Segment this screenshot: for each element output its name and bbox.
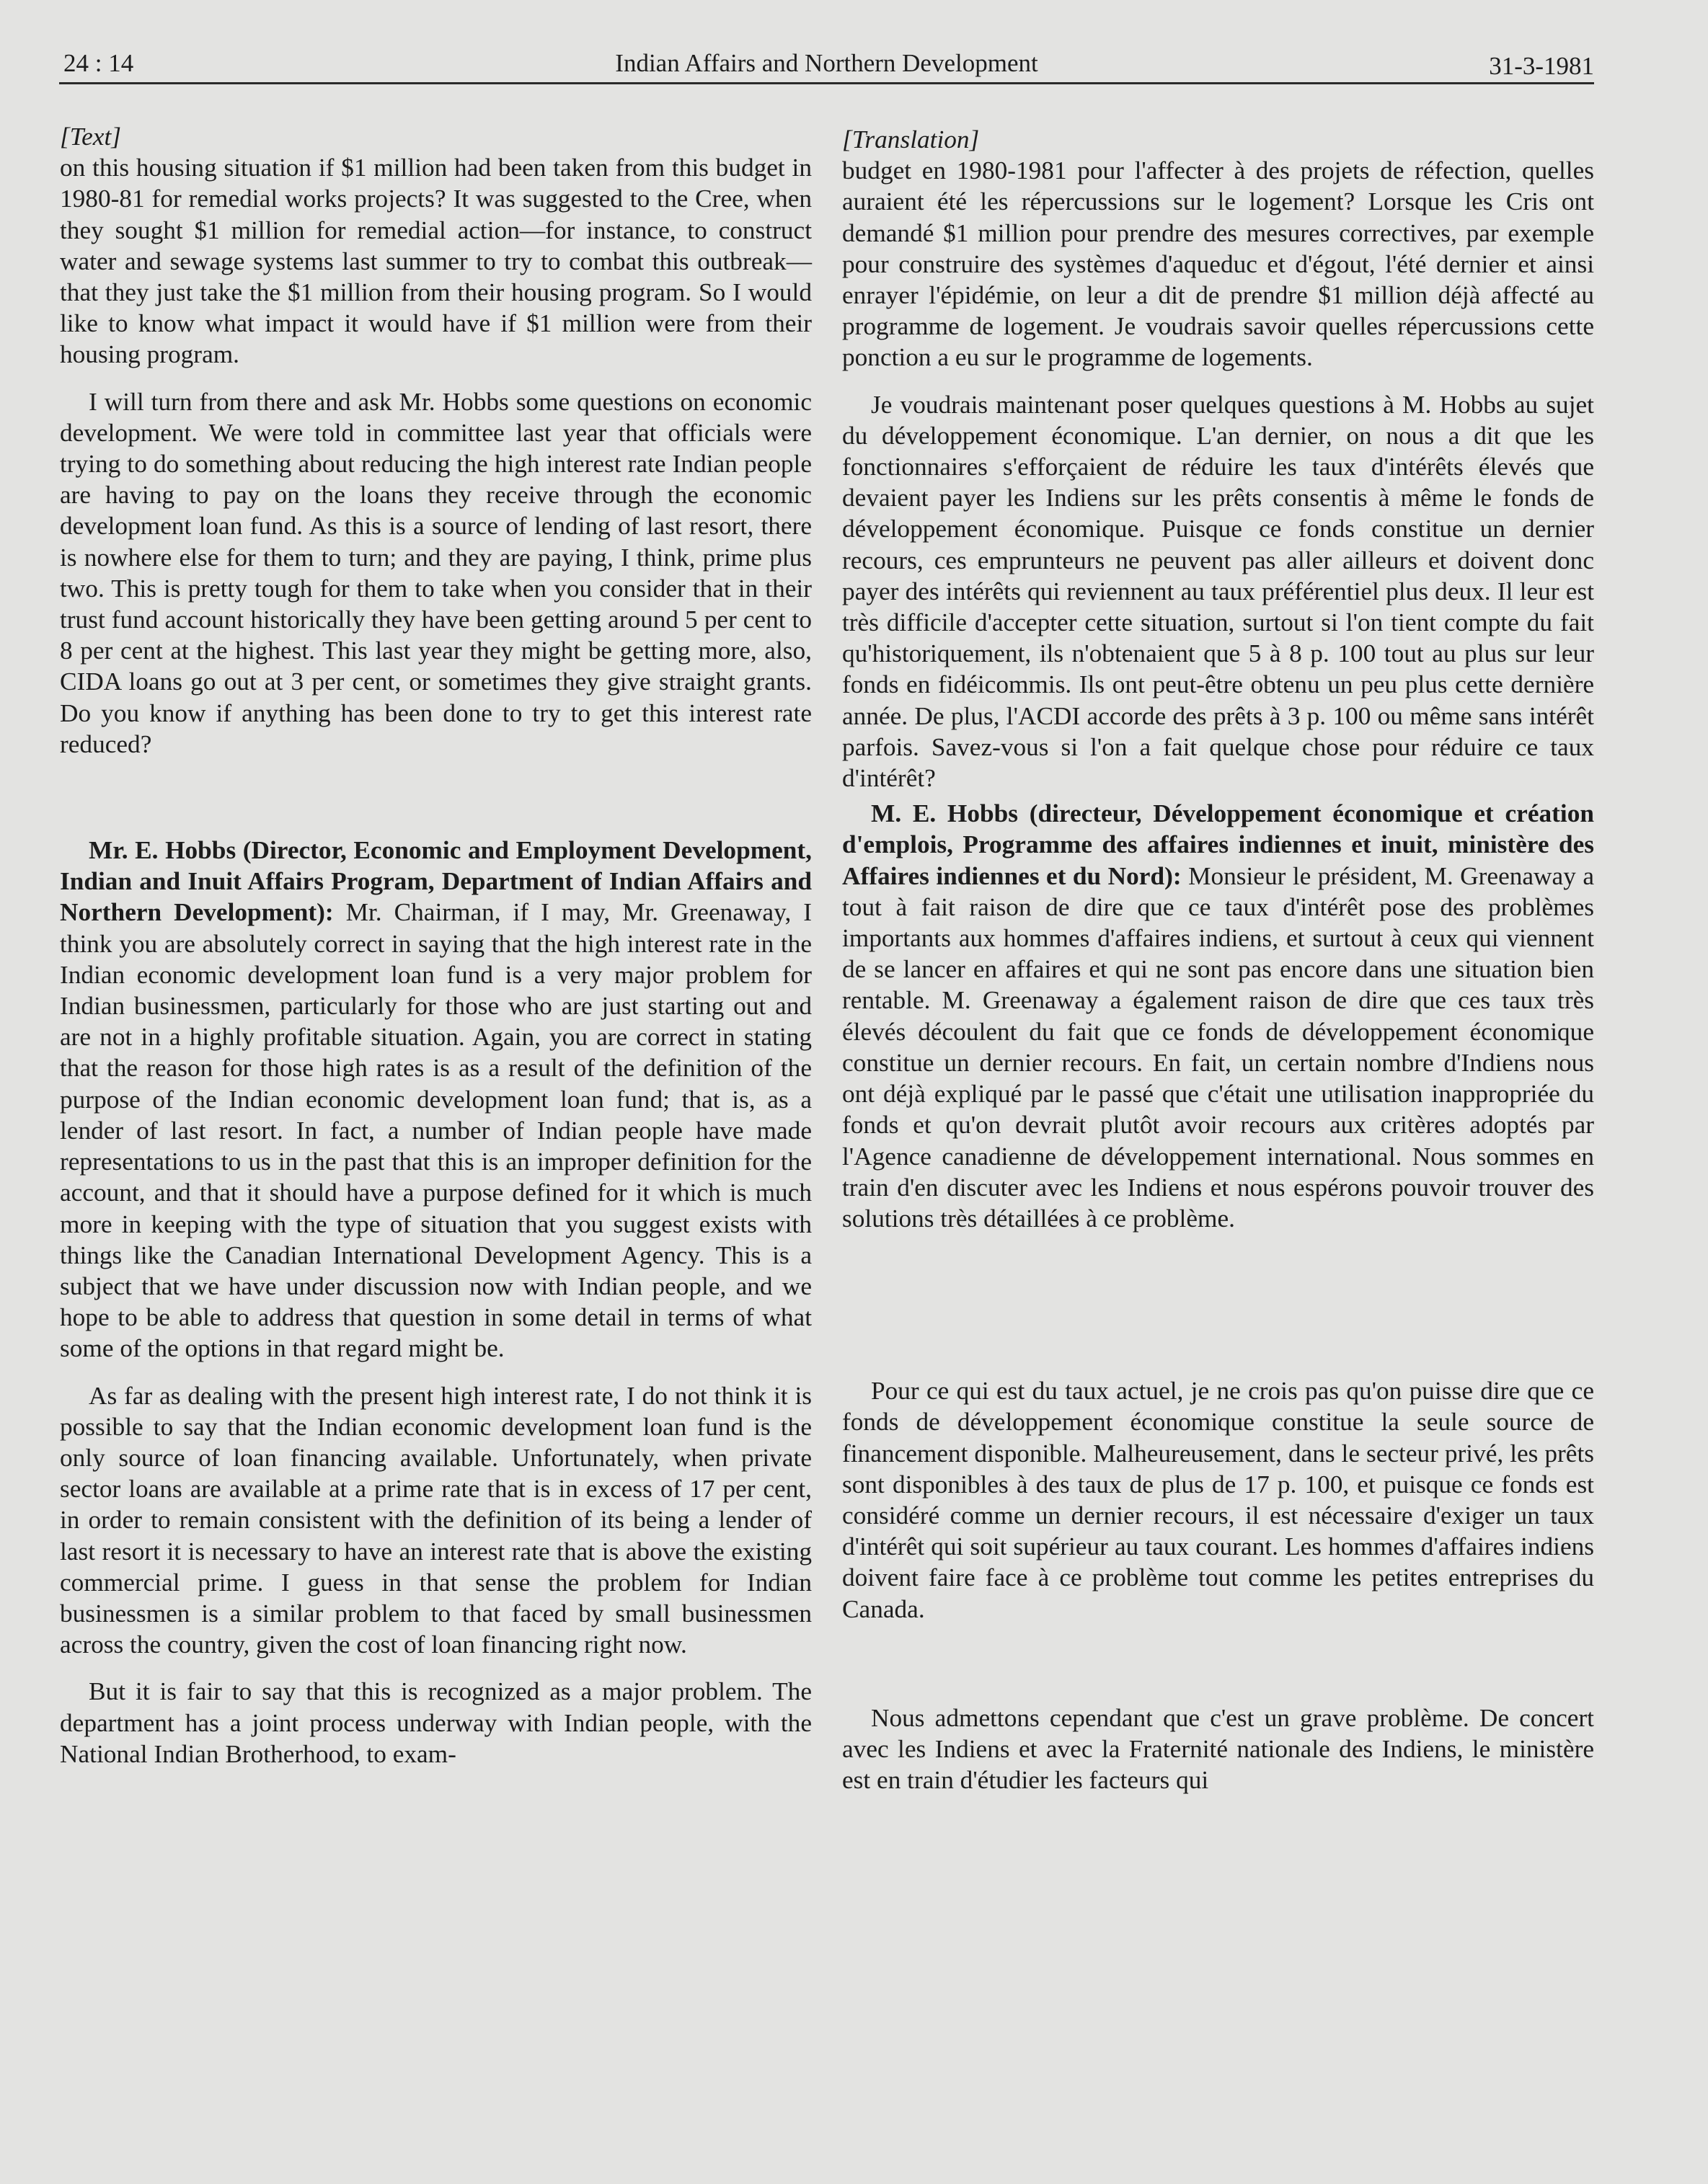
publication-title: Indian Affairs and Northern Development [615, 49, 1038, 77]
paragraph: Pour ce qui est du taux actuel, je ne crois pas qu'on puisse dire que ce fonds de développement économique constitue la seule source de financement disponible. Malheureusement, dans le secteur privé, les prêts sont disponibles à des taux de plus de 17 p. 100, et puisque ce fonds est considéré comme un dernier recours, il est nécessaire d'exiger un taux d'intérêt qui soit supérieur au taux courant. Les hommes d'affaires indiens doivent faire face à ce problème tout comme les petites entreprises du Canada. [842, 1377, 1594, 1623]
paragraph: But it is fair to say that this is recognized as a major problem. The department has a joint process underway with Indian people, with the National Indian Brotherhood, to exam- [60, 1677, 812, 1768]
speaker-paragraph [842, 798, 1594, 1234]
paragraph: budget en 1980-1981 pour l'affecter à des projets de réfection, quelles auraient été les répercussions sur le logement? Lorsque les Cris ont demandé $1 million pour prendre des mesures correctives, par exemple pour construire des systèmes d'aqueduc et d'égout, l'été dernier et ainsi enrayer l'épidémie, on leur a dit de prendre $1 million déjà affecté au programme de logement. Je voudrais savoir quelles répercussions cette ponction a eu sur le programme de logements. [842, 156, 1594, 372]
french-column [842, 121, 1594, 1795]
paragraph: on this housing situation if $1 million had been taken from this budget in 1980-81 for remedial works projects? It was suggested to the Cree, when they sought $1 million for remedial action—for instance, to construct water and sewage systems last summer to try to combat this outbreak—that they just take the $1 million from their housing program. So I would like to know what impact it would have if $1 million were from their housing program. [60, 154, 812, 369]
page-number: 24 : 14 [63, 49, 134, 77]
speaker-name: Mr. E. Hobbs (Director, Economic and Employment Development, Indian and Inuit Affairs Program, Department of Indian Affairs and Northern Development): [60, 836, 812, 927]
speech-text: Monsieur le président, M. Greenaway a tout à fait raison de dire que ce taux d'intérêt pose des problèmes importants aux hommes d'affaires indiens, et surtout à ceux qui viennent de se lancer en affaires et qui ne sont pas encore dans une situation bien rentable. M. Greenaway a également raison de dire que ces taux très élevés découlent du fait que ce fonds de développement économique constitue un dernier recours. En fait, un certain nombre d'Indiens nous ont déjà expliqué par le passé que c'était une utilisation inappropriée du fonds et qu'on devrait plutôt avoir recours aux critères adoptés par l'Agence canadienne de développement international. Nous sommes en train d'en discuter avec les Indiens et nous espérons pouvoir trouver des solutions très détaillées à ce problème. [842, 861, 1594, 1233]
page-date: 31-3-1981 [1489, 52, 1594, 80]
running-header [59, 45, 1594, 84]
paragraph: Je voudrais maintenant poser quelques questions à M. Hobbs au sujet du développement économique. L'an dernier, on nous a dit que les fonctionnaires s'efforçaient de réduire les taux d'intérêts élevés que devaient payer les Indiens sur les prêts consentis à même le fonds de développement économique. Puisque ce fonds constitue un dernier recours, ces emprunteurs ne peuvent pas aller ailleurs et doivent donc payer des intérêts qui reviennent au taux préférentiel plus deux. Il leur est très difficile d'accepter cette situation, surtout si l'on tient compte du fait qu'historiquement, ils n'obtenaient que 5 à 8 p. 100 tout au plus sur leur fonds en fidéicommis. Ils ont peut-être obtenu un peu plus cette dernière année. De plus, l'ACDI accorde des prêts à 3 p. 100 ou même sans intérêt parfois. Savez-vous si l'on a fait quelque chose pour réduire ce taux d'intérêt? [842, 390, 1594, 793]
speaker-paragraph [60, 835, 812, 1364]
paragraph: Nous admettons cependant que c'est un grave problème. De concert avec les Indiens et avec la Fraternité nationale des Indiens, le ministère est en train d'étudier les facteurs qui [842, 1703, 1594, 1795]
paragraph: As far as dealing with the present high interest rate, I do not think it is possible to say that the Indian economic development loan fund is the only source of loan financing available. Unfortunately, when private sector loans are available at a prime rate that is in excess of 17 per cent, in order to remain consistent with the definition of its being a lender of last resort it is necessary to have an interest rate that is above the existing commercial prime. I guess in that sense the problem for Indian businessmen is a similar problem to that faced by small businessmen across the country, given the cost of loan financing right now. [60, 1381, 812, 1659]
speech-text: Mr. Chairman, if I may, Mr. Greenaway, I think you are absolutely correct in saying that the high interest rate in the Indian economic development loan fund is a very major problem for Indian businessmen, particularly for those who are just starting out and are not in a highly profitable situation. Again, you are correct in stating that the reason for those high rates is as a result of the definition of the purpose of the Indian economic development loan fund; that is, as a lender of last resort. In fact, a number of Indian people have made representations to us in the past that this is an improper definition for the account, and that it should have a purpose defined for it which is much more in keeping with the type of situation that you suggest exists with things like the Canadian International Development Agency. This is a subject that we have under discussion now with Indian people, and we hope to be able to address that question in some detail in terms of what some of the options in that regard might be. [60, 898, 812, 1363]
speaker-name: M. E. Hobbs (directeur, Développement économique et création d'emplois, Programme des affaires indiennes et inuit, ministère des Affaires indiennes et du Nord): [842, 799, 1594, 890]
translation-label: [Translation] [842, 125, 980, 154]
paragraph: I will turn from there and ask Mr. Hobbs some questions on economic development. We were told in committee last year that officials were trying to do something about reducing the high interest rate Indian people are having to pay on the loans they receive through the economic development loan fund. As this is a source of lending of last resort, there is nowhere else for them to turn; and they are paying, I think, prime plus two. This is pretty tough for them to take when you consider that in their trust fund account historically they have been getting around 5 per cent to 8 per cent at the highest. This last year they might be getting more, also, CIDA loans go out at 3 per cent, or sometimes they give straight grants. Do you know if anything has been done to try to get this interest rate reduced? [60, 387, 812, 758]
text-label: [Text] [60, 123, 122, 151]
english-column [60, 121, 812, 1770]
